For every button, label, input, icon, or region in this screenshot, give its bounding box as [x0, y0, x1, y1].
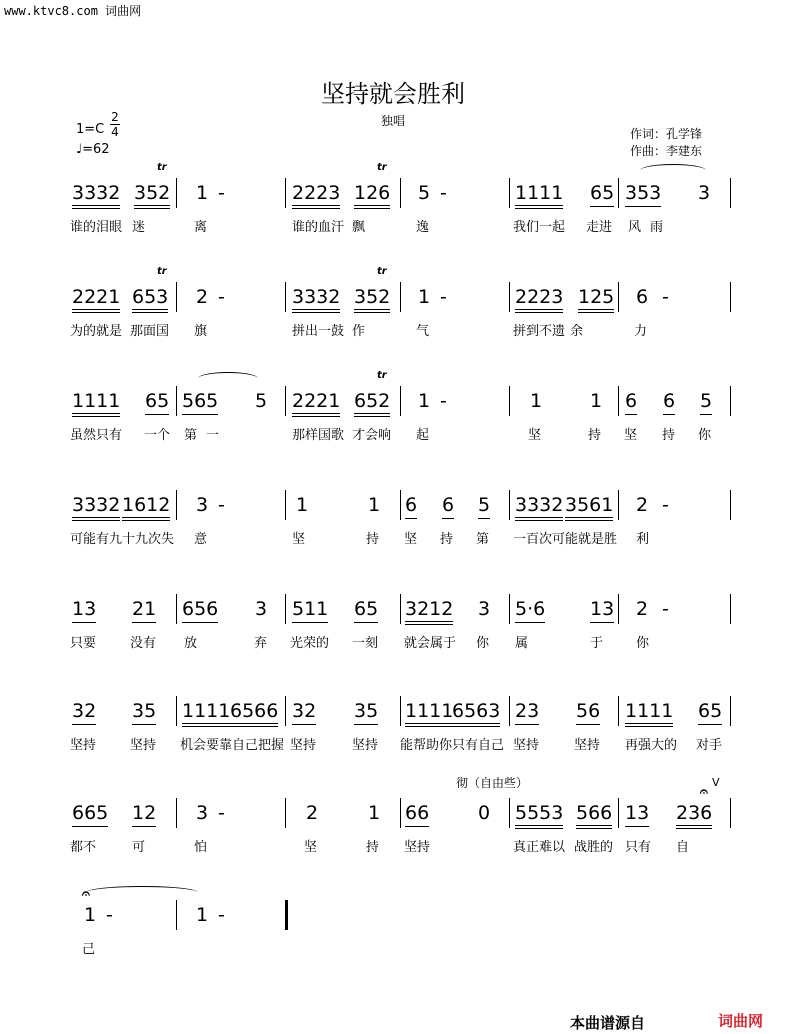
note: -	[218, 182, 225, 204]
score-line-3	[0, 370, 786, 464]
lyric: 坚持	[70, 738, 97, 753]
note: -	[106, 904, 113, 926]
barline	[176, 798, 177, 828]
barline	[176, 594, 177, 624]
lyric: 己	[82, 942, 96, 957]
note: -	[218, 802, 225, 824]
note: 1	[590, 390, 603, 412]
lyric: 第	[184, 428, 198, 443]
barline	[730, 594, 731, 624]
note: 352	[134, 182, 170, 209]
note: 5	[700, 390, 712, 415]
note: 65	[698, 700, 722, 725]
barline	[285, 386, 286, 416]
note: 125	[578, 286, 614, 313]
note: 1	[84, 904, 97, 926]
barline	[730, 798, 731, 828]
lyric: 那面国	[130, 324, 170, 339]
barline	[176, 178, 177, 208]
lyric: 持	[662, 428, 676, 443]
lyric: 你	[476, 636, 490, 651]
fermata-icon: 𝄐	[700, 784, 708, 800]
note: 3561	[565, 494, 613, 521]
barline	[730, 696, 731, 726]
note: 6	[636, 286, 649, 308]
lyric: 持	[440, 532, 454, 547]
note: 652	[354, 390, 390, 417]
note: 3332	[72, 182, 120, 209]
barline	[400, 386, 401, 416]
note: 13	[72, 598, 96, 623]
composer: 作曲：李建东	[630, 144, 703, 158]
fermata-icon: 𝄐	[82, 886, 90, 902]
note: 65	[145, 390, 169, 415]
barline	[176, 696, 177, 726]
note: 665	[72, 802, 108, 827]
barline	[400, 178, 401, 208]
note: 236	[676, 802, 712, 829]
barline	[730, 178, 731, 208]
note: 352	[354, 286, 390, 313]
lyricist: 作词：孔学锋	[630, 127, 703, 141]
barline	[509, 282, 510, 312]
note: 66	[405, 802, 429, 827]
barline	[400, 594, 401, 624]
lyric: 持	[588, 428, 602, 443]
note: 56	[576, 700, 600, 725]
lyric: 你	[636, 636, 650, 651]
barline	[618, 594, 619, 624]
score-line-1	[0, 162, 786, 256]
trill-mark: tr	[157, 266, 167, 277]
lyric: 对手	[696, 738, 723, 753]
lyric: 走进	[586, 220, 613, 235]
barline	[285, 282, 286, 312]
barline	[285, 696, 286, 726]
lyric: 起	[416, 428, 430, 443]
barline	[400, 490, 401, 520]
note: 1111	[182, 700, 230, 727]
barline	[730, 282, 731, 312]
note: 1	[530, 390, 543, 412]
score-line-4	[0, 488, 786, 568]
note: 656	[182, 598, 218, 623]
note: -	[662, 494, 669, 516]
note: -	[440, 390, 447, 412]
lyric: 持	[366, 840, 380, 855]
barline	[400, 696, 401, 726]
slur	[198, 372, 258, 385]
credits	[630, 126, 702, 160]
note: 2221	[72, 286, 120, 313]
score-line-7	[0, 776, 786, 876]
note: 0	[478, 802, 491, 824]
note: 3332	[292, 286, 340, 313]
lyric: 自	[676, 840, 690, 855]
barline	[618, 490, 619, 520]
note: 2	[636, 598, 649, 620]
note: 1	[418, 390, 431, 412]
lyric: 意	[194, 532, 208, 547]
note: 23	[515, 700, 539, 725]
note: 3332	[72, 494, 120, 521]
note: 126	[354, 182, 390, 209]
lyric: 余	[570, 324, 584, 339]
note: 6	[442, 494, 454, 519]
note: 511	[292, 598, 328, 623]
note: 3	[196, 494, 209, 516]
barline	[176, 386, 177, 416]
barline	[618, 282, 619, 312]
lyric: 可能有九十九次失	[70, 532, 175, 547]
note: 5553	[515, 802, 563, 829]
page-title: 坚持就会胜利	[321, 80, 465, 108]
site-watermark: www.ktvc8.com 词曲网	[4, 4, 142, 18]
barline	[618, 178, 619, 208]
note: 6563	[452, 700, 500, 727]
note: 2	[196, 286, 209, 308]
note: 6	[663, 390, 675, 415]
trill-mark: tr	[377, 266, 387, 277]
lyric: 没有	[130, 636, 157, 651]
lyric: 坚持	[130, 738, 157, 753]
lyric: 战胜的	[574, 840, 614, 855]
lyric: 于	[590, 636, 604, 651]
note: 353	[625, 182, 661, 207]
note: 1	[418, 286, 431, 308]
score-line-5	[0, 592, 786, 672]
lyric: 坚持	[352, 738, 379, 753]
note: 1111	[625, 700, 673, 727]
barline	[730, 490, 731, 520]
key-signature: 1=C	[76, 122, 105, 137]
lyric: 真正难以	[513, 840, 566, 855]
barline	[176, 490, 177, 520]
tie	[86, 886, 198, 899]
barline	[176, 900, 177, 930]
note: 3	[698, 182, 711, 204]
lyric: 虽然只有	[70, 428, 123, 443]
lyric: 坚	[304, 840, 318, 855]
lyric: 一	[206, 428, 220, 443]
lyric: 飘	[352, 220, 366, 235]
lyric: 机会要靠自己把握	[180, 738, 285, 753]
note: 2223	[515, 286, 563, 313]
lyric: 拼出一鼓	[292, 324, 345, 339]
lyric: 坚持	[290, 738, 317, 753]
lyric: 弃	[254, 636, 268, 651]
expression-marking: 彻（自由些）	[456, 776, 529, 790]
lyric: 雨	[650, 220, 664, 235]
lyric: 坚持	[513, 738, 540, 753]
trill-mark: tr	[377, 162, 387, 173]
lyric: 我们一起	[513, 220, 566, 235]
footer-source-label: 本曲谱源自	[570, 1014, 646, 1032]
lyric: 可	[132, 840, 146, 855]
barline	[285, 594, 286, 624]
lyric: 能帮助你只有自己	[400, 738, 505, 753]
breath-mark: V	[712, 776, 720, 789]
barline	[509, 386, 510, 416]
lyric: 一个	[144, 428, 171, 443]
lyric: 一刻	[352, 636, 379, 651]
lyric: 离	[194, 220, 208, 235]
note: 3332	[515, 494, 563, 521]
note: 1612	[122, 494, 170, 521]
note: 5	[255, 390, 268, 412]
note: 13	[625, 802, 649, 827]
note: -	[440, 286, 447, 308]
barline	[509, 696, 510, 726]
note: 1	[296, 494, 309, 516]
note: 565	[182, 390, 218, 415]
note: 5	[418, 182, 431, 204]
note: 1	[196, 182, 209, 204]
note: 65	[354, 598, 378, 623]
note: 2223	[292, 182, 340, 209]
note: 3	[196, 802, 209, 824]
note: 1	[368, 802, 381, 824]
subtitle: 独唱	[380, 114, 405, 128]
note: 1111	[405, 700, 453, 727]
lyric: 风	[628, 220, 642, 235]
lyric: 作	[352, 324, 366, 339]
note: 6	[405, 494, 417, 519]
trill-mark: tr	[377, 370, 387, 381]
lyric: 坚持	[404, 840, 431, 855]
note: 2221	[292, 390, 340, 417]
note: 3	[478, 598, 491, 620]
barline	[285, 798, 286, 828]
lyric: 为的就是	[70, 324, 123, 339]
lyric: 坚持	[574, 738, 601, 753]
note: 35	[132, 700, 156, 725]
note: -	[218, 494, 225, 516]
barline	[400, 798, 401, 828]
note: -	[218, 904, 225, 926]
meter-bottom: 4	[111, 125, 119, 139]
note: 21	[132, 598, 156, 623]
trill-mark: tr	[157, 162, 167, 173]
barline	[618, 696, 619, 726]
lyric: 坚	[624, 428, 638, 443]
note: 12	[132, 802, 156, 827]
barline	[176, 282, 177, 312]
final-barline	[285, 900, 288, 930]
lyric: 一百次可能就是胜	[513, 532, 618, 547]
note: 13	[590, 598, 614, 623]
note: -	[218, 286, 225, 308]
lyric: 拼到不遗	[513, 324, 566, 339]
lyric: 你	[698, 428, 712, 443]
barline	[509, 490, 510, 520]
lyric: 谁的血汗	[292, 220, 345, 235]
lyric: 谁的泪眼	[70, 220, 123, 235]
lyric: 第	[476, 532, 490, 547]
lyric: 就会属于	[404, 636, 457, 651]
slur	[640, 164, 706, 177]
score-line-6	[0, 694, 786, 774]
lyric: 放	[184, 636, 198, 651]
barline	[400, 282, 401, 312]
lyric: 旗	[194, 324, 208, 339]
barline	[509, 798, 510, 828]
score-line-8	[0, 886, 786, 978]
lyric: 那样国歌	[292, 428, 345, 443]
barline	[618, 386, 619, 416]
note: 32	[72, 700, 96, 725]
lyric: 坚	[528, 428, 542, 443]
note: 5·6	[515, 598, 545, 623]
meter-top: 2	[111, 110, 119, 124]
lyric: 再强大的	[625, 738, 678, 753]
note: 3212	[405, 598, 453, 625]
barline	[730, 386, 731, 416]
lyric: 坚	[292, 532, 306, 547]
lyric: 逸	[416, 220, 430, 235]
note: 6	[625, 390, 637, 415]
note: 6566	[230, 700, 278, 727]
barline	[509, 594, 510, 624]
lyric: 力	[634, 324, 648, 339]
lyric: 气	[416, 324, 430, 339]
note: 1	[368, 494, 381, 516]
note: -	[662, 286, 669, 308]
note: 65	[590, 182, 614, 207]
note: 35	[354, 700, 378, 725]
barline	[285, 490, 286, 520]
note: 2	[306, 802, 319, 824]
note: 2	[636, 494, 649, 516]
note: 653	[132, 286, 168, 313]
time-signature	[110, 110, 120, 139]
barline	[285, 178, 286, 208]
note: 566	[576, 802, 612, 829]
tempo-marking: ♩=62	[76, 142, 110, 157]
lyric: 都不	[70, 840, 97, 855]
lyric: 持	[366, 532, 380, 547]
note: 1111	[515, 182, 563, 209]
note: 1	[196, 904, 209, 926]
lyric: 迷	[132, 220, 146, 235]
lyric: 只有	[625, 840, 652, 855]
lyric: 怕	[194, 840, 208, 855]
lyric: 光荣的	[290, 636, 330, 651]
footer-site-link[interactable]: 词曲网	[718, 1012, 764, 1030]
note: 5	[478, 494, 490, 519]
note: -	[662, 598, 669, 620]
barline	[509, 178, 510, 208]
note: -	[440, 182, 447, 204]
note: 32	[292, 700, 316, 725]
note: 3	[255, 598, 268, 620]
score-line-2	[0, 266, 786, 360]
note: 1111	[72, 390, 120, 417]
lyric: 利	[636, 532, 650, 547]
lyric: 属	[515, 636, 529, 651]
lyric: 坚	[404, 532, 418, 547]
lyric: 才会响	[352, 428, 392, 443]
barline	[618, 798, 619, 828]
lyric: 只要	[70, 636, 97, 651]
